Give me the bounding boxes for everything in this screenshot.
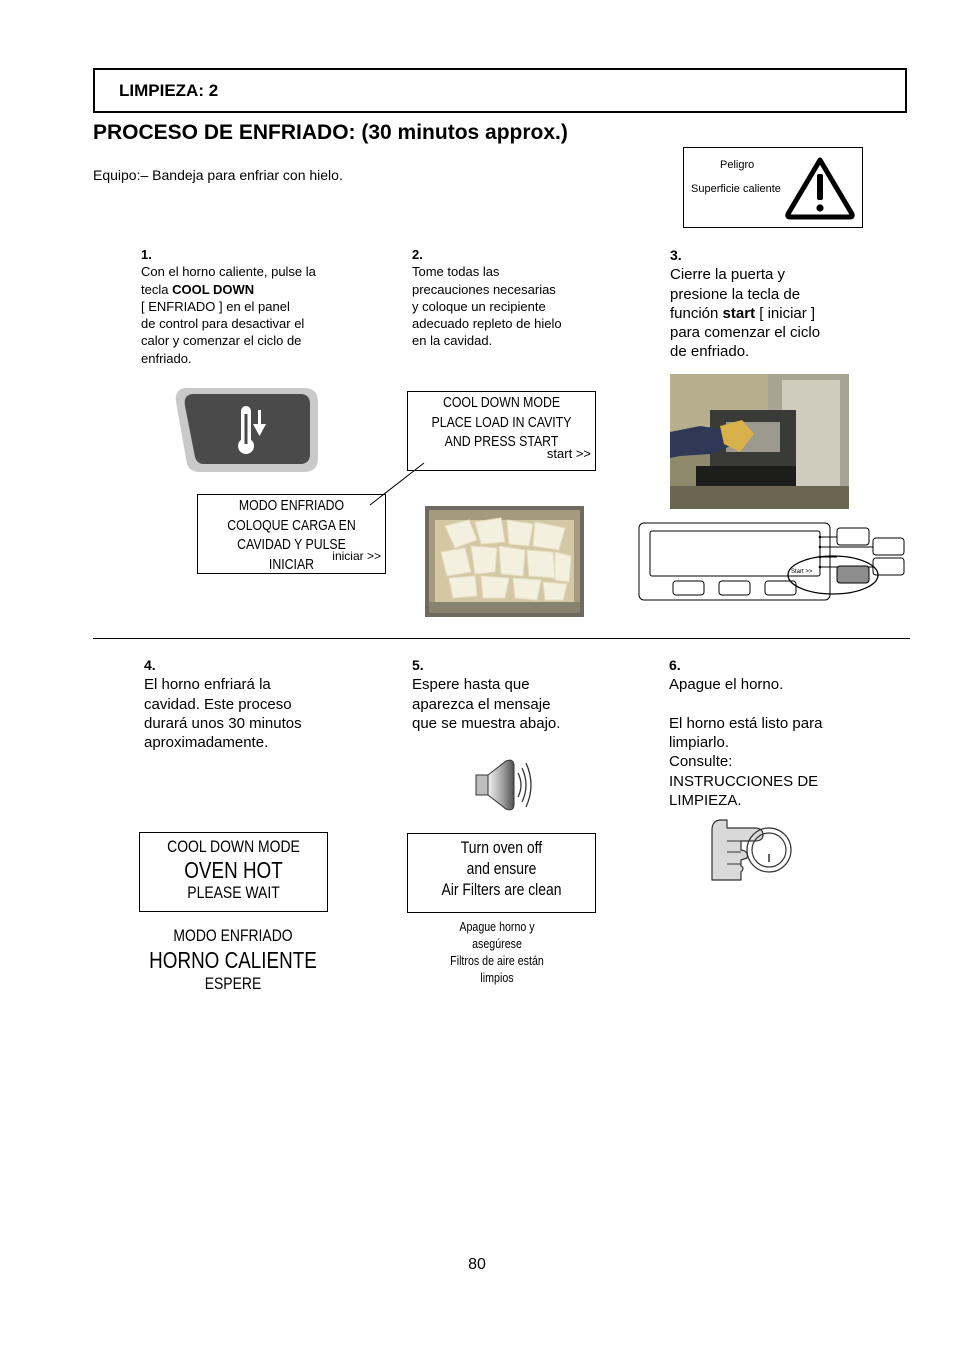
display-line: Air Filters are clean — [441, 880, 562, 899]
display-oven-hot-en — [139, 832, 328, 912]
panel-start-label: Start >> — [791, 569, 813, 575]
display-line: Filtros de aire están — [450, 953, 544, 968]
display-line-large: HORNO CALIENTE — [149, 947, 317, 973]
warning-triangle-icon — [784, 154, 856, 220]
step-5-line: que se muestra abajo. — [412, 714, 561, 732]
display-line: MODO ENFRIADO — [173, 926, 293, 945]
step-2-line: Tome todas las — [412, 264, 500, 280]
step-5-text — [412, 656, 560, 733]
display-cool-down-en — [407, 391, 596, 471]
step-6-line: Apague el horno. — [669, 676, 784, 694]
step-2-line: precauciones necesarias — [412, 281, 556, 297]
step-3-line: Cierre la puerta y — [670, 266, 786, 284]
display-turn-off-es — [407, 918, 587, 986]
display-line: COOL DOWN MODE — [442, 394, 561, 411]
step-1-line: [ ENFRIADO ] en el panel — [141, 298, 290, 314]
ice-tray-photo — [425, 506, 584, 617]
display-line: Apague horno y — [459, 919, 535, 934]
step-6-line: Consulte: — [669, 753, 733, 771]
display-line: COLOQUE CARGA EN — [227, 516, 356, 534]
step-3-text — [670, 246, 820, 362]
section-label: LIMPIEZA: 2 — [119, 81, 219, 100]
step-2-line: en la cavidad. — [412, 333, 493, 349]
step-6-line: LIMPIEZA. — [669, 792, 742, 810]
display-line: PLEASE WAIT — [187, 883, 280, 902]
page-number: 80 — [468, 1256, 486, 1273]
step-4-text — [144, 656, 302, 752]
step-6-text — [669, 656, 822, 810]
warning-title: Peligro — [720, 159, 755, 171]
display-line-large: OVEN HOT — [184, 857, 283, 883]
step-3-line: función start [ iniciar ] — [670, 304, 816, 322]
step-4-number: 4. — [144, 657, 156, 673]
page-title: PROCESO DE ENFRIADO: (30 minutos approx.) — [93, 121, 568, 144]
display-line: ESPERE — [204, 974, 262, 993]
step-1-number: 1. — [141, 247, 152, 262]
step-4-line: cavidad. Este proceso — [144, 695, 292, 713]
oven-loading-photo — [670, 374, 849, 509]
display-line: Turn oven off — [460, 838, 543, 857]
speaker-icon — [472, 758, 536, 812]
step-5-number: 5. — [412, 657, 424, 673]
step-2-line: adecuado repleto de hielo — [412, 316, 562, 332]
step-5-line: Espere hasta que — [412, 676, 530, 694]
control-panel-diagram — [637, 520, 907, 604]
step-1-line: Con el horno caliente, pulse la — [141, 264, 316, 280]
section-header — [93, 68, 907, 113]
display-line: MODO ENFRIADO — [238, 497, 345, 514]
start-key — [837, 566, 869, 583]
step-1-text — [141, 246, 316, 367]
step-2-number: 2. — [412, 247, 423, 262]
step-4-line: durará unos 30 minutos — [144, 714, 302, 732]
step-1-line: tecla COOL DOWN — [141, 281, 255, 297]
step-2-text — [412, 246, 562, 350]
step-2-line: y coloque un recipiente — [412, 298, 546, 314]
step-6-line: El horno está listo para — [669, 714, 823, 732]
step-6-line: limpiarlo. — [669, 734, 730, 752]
step-1-line: de control para desactivar el — [141, 316, 305, 332]
step-6-line: INSTRUCCIONES DE — [669, 772, 819, 790]
display-line: asegúrese — [472, 936, 522, 951]
power-button-hand-icon — [709, 816, 795, 884]
iniciar-soft-key: iniciar >> — [332, 549, 381, 563]
display-line: PLACE LOAD IN CAVITY — [431, 413, 572, 431]
display-line: CAVIDAD Y PULSE INICIAR — [237, 536, 346, 573]
step-4-line: El horno enfriará la — [144, 676, 271, 694]
cool-down-key — [174, 384, 320, 474]
step-4-line: aproximadamente. — [144, 734, 269, 752]
step-3-number: 3. — [670, 247, 682, 263]
step-3-line: de enfriado. — [670, 343, 750, 361]
step-6-number: 6. — [669, 657, 681, 673]
display-line: limpios — [480, 970, 514, 985]
step-3-line: presione la tecla de — [670, 285, 801, 303]
display-line: COOL DOWN MODE — [167, 837, 300, 856]
step-3-line: para comenzar el ciclo — [670, 324, 821, 342]
warning-box — [683, 147, 863, 228]
display-cool-down-es — [197, 494, 386, 574]
display-line: AND PRESS START — [444, 433, 559, 450]
equipment-note: Equipo:– Bandeja para enfriar con hielo. — [93, 167, 343, 183]
step-1-line: enfriado. — [141, 350, 192, 366]
step-1-line: calor y comenzar el ciclo de — [141, 333, 302, 349]
display-line: and ensure — [466, 859, 537, 878]
warning-text: Superficie caliente — [691, 183, 781, 195]
display-turn-off-en — [407, 833, 596, 913]
step-5-line: aparezca el mensaje — [412, 695, 551, 713]
start-soft-key: start >> — [546, 446, 591, 461]
section-divider — [93, 638, 910, 639]
display-oven-hot-es — [120, 926, 346, 994]
